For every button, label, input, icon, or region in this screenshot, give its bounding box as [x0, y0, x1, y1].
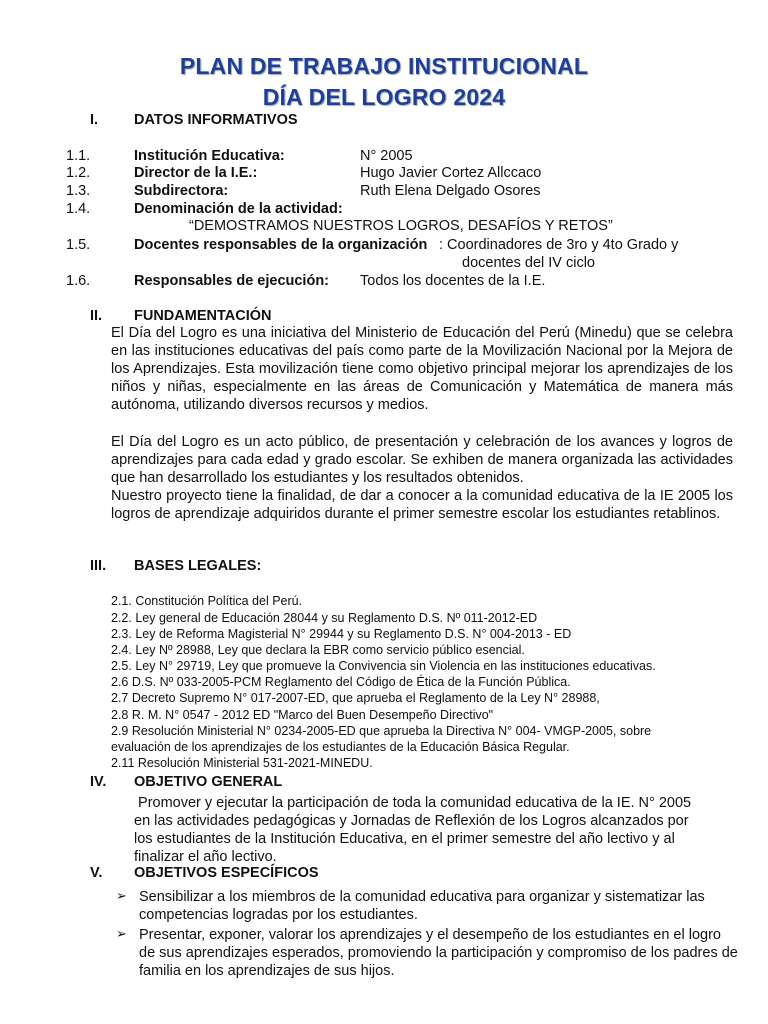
- row-number: 1.5.: [66, 237, 91, 253]
- row-number: 1.1.: [66, 148, 91, 164]
- section2-number: II.: [90, 308, 103, 324]
- paragraph: El Día del Logro es una iniciativa del Ministerio de Educación del Perú (Minedu) que se celebra en las instituciones educativas del país como parte de la Movilización Nacional por la Mejora de los Aprendizajes. Esta movilización tiene como objetivo principal mejorar los aprendizajes de los niños y niñas, especialmente en las áreas de Comunicación y Matemática de manera más autónoma, utilizando diversos recursos y medios.: [111, 325, 733, 413]
- objective-line: en las actividades pedagógicas y Jornadas de Reflexión de los Logros alcanzados por: [134, 813, 689, 829]
- specific-objective: Presentar, exponer, valorar los aprendizajes y el desempeño de los estudiantes en el logro de sus aprendizajes esperados, promoviendo la participación y compromiso de los padres de familia en los aprendizajes de sus hijos.: [139, 927, 738, 979]
- legal-item: 2.6 D.S. Nº 033-2005-PCM Reglamento del Código de Ética de la Función Pública.: [111, 675, 571, 689]
- legal-item: 2.11 Resolución Ministerial 531-2021-MINEDU.: [111, 756, 373, 770]
- row-label: Director de la I.E.:: [134, 165, 258, 181]
- objective-line: finalizar el año lectivo.: [134, 849, 277, 865]
- specific-objective: Sensibilizar a los miembros de la comunidad educativa para organizar y sistematizar las competencias logradas por los estudiantes.: [139, 889, 705, 923]
- section1-heading: DATOS INFORMATIVOS: [134, 112, 298, 128]
- section3-heading: BASES LEGALES:: [134, 558, 262, 574]
- document-title-line1: PLAN DE TRABAJO INSTITUCIONAL: [179, 53, 589, 79]
- section4-number: IV.: [90, 774, 107, 790]
- row-value: : Coordinadores de 3ro y 4to Grado y: [439, 237, 679, 253]
- objective-line: Promover y ejecutar la participación de toda la comunidad educativa de la IE. N° 2005: [134, 795, 692, 811]
- legal-item: 2.4. Ley Nº 28988, Ley que declara la EBR como servicio público esencial.: [111, 643, 525, 657]
- section4-heading: OBJETIVO GENERAL: [134, 774, 283, 790]
- row-value-continued: docentes del IV ciclo: [462, 255, 595, 271]
- legal-item: 2.9 Resolución Ministerial N° 0234-2005-ED que aprueba la Directiva N° 004- VMGP-2005, sobre: [111, 724, 652, 738]
- activity-name: “DEMOSTRAMOS NUESTROS LOGROS, DESAFÍOS Y RETOS”: [189, 218, 613, 234]
- row-number: 1.4.: [66, 201, 91, 217]
- document-title-line2: DÍA DEL LOGRO 2024: [262, 84, 506, 110]
- section2-heading: FUNDAMENTACIÓN: [134, 308, 272, 324]
- legal-item: 2.3. Ley de Reforma Magisterial N° 29944 y su Reglamento D.S. N° 004-2013 - ED: [111, 627, 572, 641]
- row-label: Docentes responsables de la organización: [134, 237, 428, 253]
- arrow-bullet-icon: ➢: [116, 888, 127, 903]
- legal-item: 2.2. Ley general de Educación 28044 y su Reglamento D.S. Nº 011-2012-ED: [111, 611, 538, 625]
- row-number: 1.2.: [66, 165, 91, 181]
- row-label: Denominación de la actividad:: [134, 201, 343, 217]
- legal-item: 2.7 Decreto Supremo N° 017-2007-ED, que aprueba el Reglamento de la Ley N° 28988,: [111, 691, 600, 705]
- legal-item: 2.8 R. M. N° 0547 - 2012 ED "Marco del Buen Desempeño Directivo": [111, 708, 494, 722]
- paragraph: Nuestro proyecto tiene la finalidad, de dar a conocer a la comunidad educativa de la IE 2005 los logros de aprendizaje adquiridos durante el primer semestre escolar los estudiantes retablinos.: [111, 488, 733, 522]
- section5-number: V.: [90, 865, 103, 881]
- row-value: N° 2005: [360, 148, 413, 164]
- paragraph: El Día del Logro es un acto público, de presentación y celebración de los avances y logros de aprendizajes para cada edad y grado escolar. Se exhiben de manera organizada las actividades que han desarrollado los estudiantes y los resultados obtenidos.: [111, 434, 733, 486]
- section5-heading: OBJETIVOS ESPECÍFICOS: [134, 865, 319, 881]
- row-value: Hugo Javier Cortez Allccaco: [360, 165, 542, 181]
- arrow-bullet-icon: ➢: [116, 926, 127, 941]
- legal-item-continued: evaluación de los aprendizajes de los estudiantes de la Educación Básica Regular.: [111, 740, 570, 754]
- row-label: Subdirectora:: [134, 183, 229, 199]
- section3-number: III.: [90, 558, 107, 574]
- row-number: 1.3.: [66, 183, 91, 199]
- legal-item: 2.5. Ley N° 29719, Ley que promueve la Convivencia sin Violencia en las instituciones educativas.: [111, 659, 656, 673]
- objective-line: los estudiantes de la Institución Educativa, en el primer semestre del año lectivo y al: [134, 831, 675, 847]
- row-label: Institución Educativa:: [134, 148, 285, 164]
- section1-number: I.: [90, 112, 99, 128]
- row-value: Todos los docentes de la I.E.: [360, 273, 546, 289]
- row-value: Ruth Elena Delgado Osores: [360, 183, 541, 199]
- row-label: Responsables de ejecución:: [134, 273, 330, 289]
- row-number: 1.6.: [66, 273, 91, 289]
- legal-item: 2.1. Constitución Política del Perú.: [111, 594, 303, 608]
